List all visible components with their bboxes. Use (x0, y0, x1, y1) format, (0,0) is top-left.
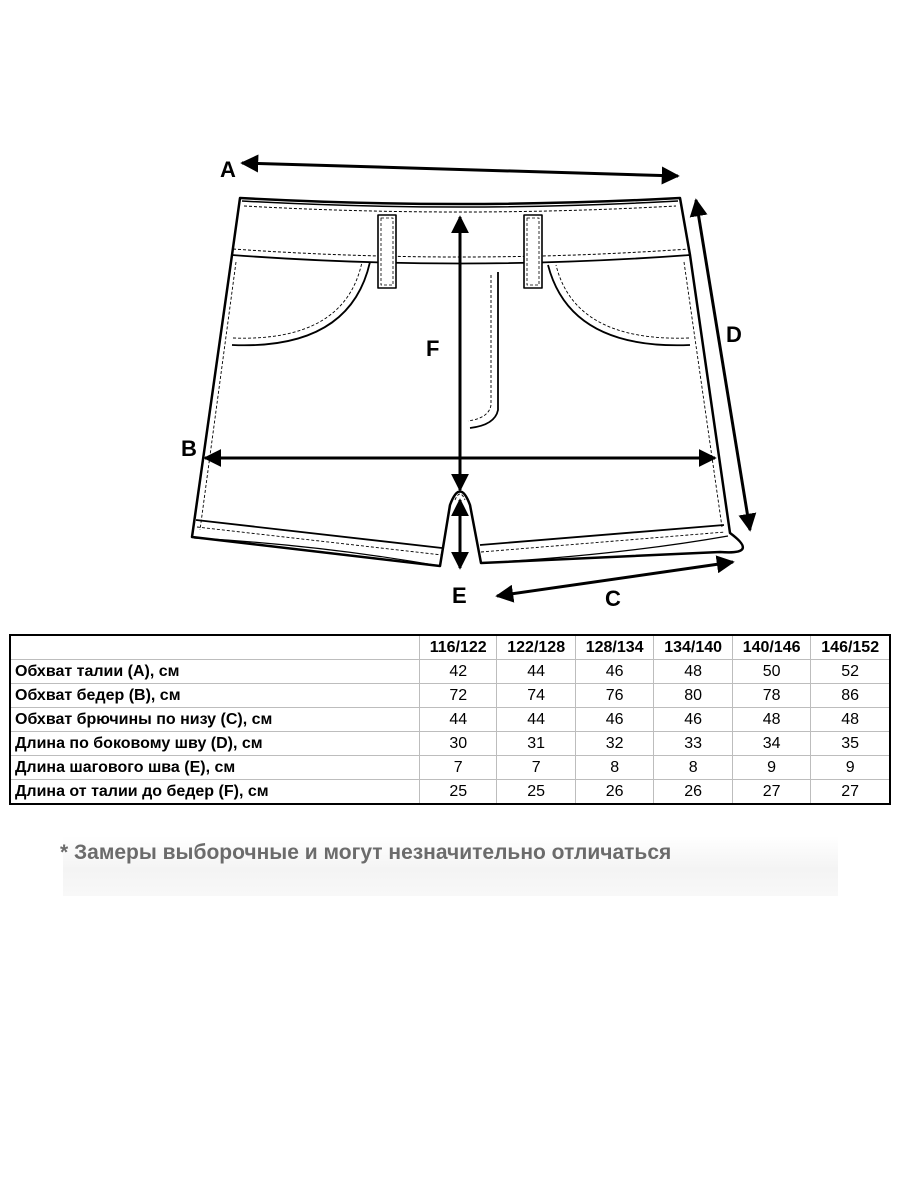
row-label: Длина по боковому шву (D), см (10, 732, 420, 756)
label-a: A (220, 157, 236, 182)
table-cell: 44 (497, 660, 575, 684)
table-cell: 76 (575, 684, 653, 708)
label-e: E (452, 583, 467, 608)
table-cell: 25 (420, 780, 497, 805)
table-cell: 34 (732, 732, 810, 756)
table-cell: 80 (654, 684, 732, 708)
table-cell: 7 (420, 756, 497, 780)
measurement-note: * Замеры выборочные и могут незначительно отличаться (60, 841, 672, 864)
table-cell: 27 (732, 780, 810, 805)
table-cell: 50 (732, 660, 810, 684)
label-d: D (726, 322, 742, 347)
table-cell: 44 (420, 708, 497, 732)
table-header-row (10, 635, 890, 660)
row-label: Обхват талии (А), см (10, 660, 420, 684)
table-row (10, 780, 890, 805)
label-f: F (426, 336, 440, 361)
table-cell: 31 (497, 732, 575, 756)
table-row (10, 732, 890, 756)
table-corner (10, 635, 420, 660)
table-cell: 48 (732, 708, 810, 732)
table-cell: 42 (420, 660, 497, 684)
table-cell: 46 (654, 708, 732, 732)
table-cell: 48 (654, 660, 732, 684)
table-cell: 46 (575, 660, 653, 684)
table-cell: 44 (497, 708, 575, 732)
table-cell: 8 (575, 756, 653, 780)
size-header: 146/152 (811, 635, 890, 660)
row-label: Длина от талии до бедер (F), см (10, 780, 420, 805)
table-cell: 48 (811, 708, 890, 732)
table-cell: 9 (732, 756, 810, 780)
table-cell: 35 (811, 732, 890, 756)
row-label: Длина шагового шва (Е), см (10, 756, 420, 780)
table-cell: 26 (575, 780, 653, 805)
table-cell: 32 (575, 732, 653, 756)
table-cell: 30 (420, 732, 497, 756)
table-cell: 8 (654, 756, 732, 780)
table-row (10, 660, 890, 684)
table-cell: 9 (811, 756, 890, 780)
size-header: 134/140 (654, 635, 732, 660)
table-cell: 52 (811, 660, 890, 684)
table-cell: 46 (575, 708, 653, 732)
size-table (9, 634, 891, 805)
size-header: 122/128 (497, 635, 575, 660)
table-row (10, 708, 890, 732)
table-cell: 27 (811, 780, 890, 805)
row-label: Обхват бедер (В), см (10, 684, 420, 708)
table-cell: 86 (811, 684, 890, 708)
row-label: Обхват брючины по низу (С), см (10, 708, 420, 732)
arrow-a (242, 163, 678, 176)
table-cell: 26 (654, 780, 732, 805)
label-b: B (181, 436, 197, 461)
table-row (10, 756, 890, 780)
size-header: 116/122 (420, 635, 497, 660)
size-header: 140/146 (732, 635, 810, 660)
table-cell: 7 (497, 756, 575, 780)
table-cell: 74 (497, 684, 575, 708)
table-row (10, 684, 890, 708)
table-cell: 78 (732, 684, 810, 708)
label-c: C (605, 586, 621, 611)
table-cell: 33 (654, 732, 732, 756)
size-header: 128/134 (575, 635, 653, 660)
table-cell: 72 (420, 684, 497, 708)
shorts-outline (192, 198, 743, 566)
table-cell: 25 (497, 780, 575, 805)
